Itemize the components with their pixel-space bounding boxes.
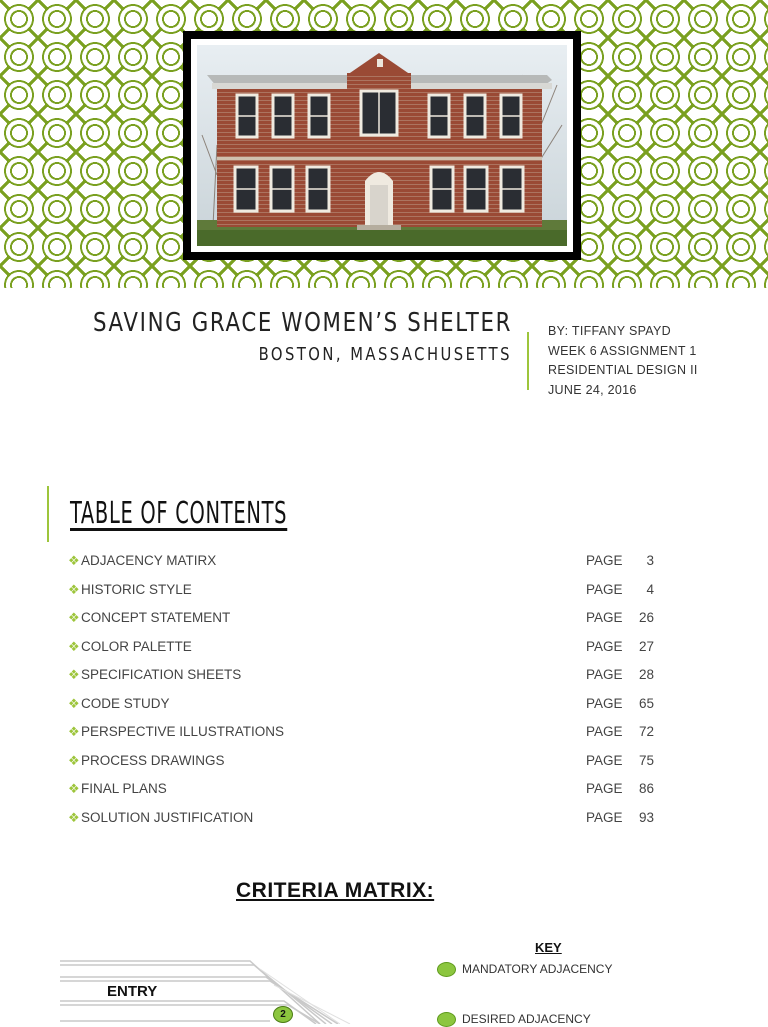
photo-frame xyxy=(183,31,581,260)
adjacency-badge: 2 xyxy=(273,1006,293,1023)
toc-page-number: 28 xyxy=(638,667,654,682)
toc-item-label: COLOR PALETTE xyxy=(81,638,192,654)
date-line: JUNE 24, 2016 xyxy=(548,382,637,397)
project-location: BOSTON, MASSACHUSETTS xyxy=(258,344,512,365)
toc-page-number: 3 xyxy=(646,553,654,568)
toc-item-label: FINAL PLANS xyxy=(81,781,167,796)
toc-item-label: HISTORIC STYLE xyxy=(81,581,192,597)
toc-page-word: PAGE xyxy=(586,781,623,796)
author-line: BY: TIFFANY SPAYD xyxy=(548,324,671,338)
toc-item-label: SOLUTION JUSTIFICATION xyxy=(81,809,254,825)
key-item-label: DESIRED ADJACENCY xyxy=(462,1012,591,1026)
toc-item-label: PROCESS DRAWINGS xyxy=(81,752,225,768)
toc-item xyxy=(68,809,668,838)
toc-page-word: PAGE xyxy=(586,695,623,711)
diamond-bullet-icon: ❖ xyxy=(68,610,80,625)
toc-item-label: CODE STUDY xyxy=(81,695,170,711)
matrix-row-label: ENTRY xyxy=(107,983,158,1000)
toc-page-number: 65 xyxy=(638,695,654,711)
author-info xyxy=(548,322,698,400)
accent-divider xyxy=(47,486,49,542)
toc-item xyxy=(68,666,668,695)
green-dot-icon xyxy=(437,962,456,977)
toc-page-word: PAGE xyxy=(586,724,623,739)
toc-item xyxy=(68,695,668,724)
green-dot-icon xyxy=(437,1012,456,1027)
toc-item xyxy=(68,581,668,610)
toc-page-number: 86 xyxy=(638,781,654,796)
toc-item-label: CONCEPT STATEMENT xyxy=(81,610,231,625)
diamond-bullet-icon: ❖ xyxy=(68,695,80,711)
toc-page-word: PAGE xyxy=(586,581,623,597)
toc-page-number: 93 xyxy=(638,809,654,825)
toc-item xyxy=(68,552,668,581)
toc-page-number: 72 xyxy=(638,724,654,739)
key-item-label: MANDATORY ADJACENCY xyxy=(462,962,613,976)
toc-page-number: 27 xyxy=(638,638,654,654)
toc-page-word: PAGE xyxy=(586,610,623,625)
course-line: RESIDENTIAL DESIGN II xyxy=(548,363,698,377)
toc-page-word: PAGE xyxy=(586,752,623,768)
assignment-line: WEEK 6 ASSIGNMENT 1 xyxy=(548,343,697,358)
key-item-mandatory xyxy=(437,962,612,977)
building-photo xyxy=(197,45,567,246)
toc-item xyxy=(68,638,668,667)
toc-page-number: 26 xyxy=(638,610,654,625)
toc-page-word: PAGE xyxy=(586,667,623,682)
toc-page-word: PAGE xyxy=(586,638,623,654)
diamond-bullet-icon: ❖ xyxy=(68,724,80,739)
diamond-bullet-icon: ❖ xyxy=(68,553,80,568)
toc-list xyxy=(68,552,668,837)
accent-divider xyxy=(527,332,529,390)
toc-item-label: PERSPECTIVE ILLUSTRATIONS xyxy=(81,724,285,739)
key-heading: KEY xyxy=(535,940,562,955)
toc-item xyxy=(68,780,668,809)
toc-item xyxy=(68,723,668,752)
toc-item-label: ADJACENCY MATIRX xyxy=(81,553,217,568)
diamond-bullet-icon: ❖ xyxy=(68,781,80,796)
toc-page-word: PAGE xyxy=(586,809,623,825)
diamond-bullet-icon: ❖ xyxy=(68,809,80,825)
diamond-bullet-icon: ❖ xyxy=(68,581,80,597)
toc-page-number: 75 xyxy=(638,752,654,768)
key-item-desired xyxy=(437,1012,591,1027)
diamond-bullet-icon: ❖ xyxy=(68,752,80,768)
toc-item xyxy=(68,609,668,638)
toc-item-label: SPECIFICATION SHEETS xyxy=(81,667,242,682)
toc-page-number: 4 xyxy=(646,581,654,597)
criteria-matrix-heading: CRITERIA MATRIX: xyxy=(236,879,435,902)
toc-page-word: PAGE xyxy=(586,553,623,568)
toc-heading: TABLE OF CONTENTS xyxy=(70,496,288,531)
toc-item xyxy=(68,752,668,781)
diamond-bullet-icon: ❖ xyxy=(68,638,80,654)
project-title: SAVING GRACE WOMEN’S SHELTER xyxy=(92,308,512,338)
diamond-bullet-icon: ❖ xyxy=(68,667,80,682)
